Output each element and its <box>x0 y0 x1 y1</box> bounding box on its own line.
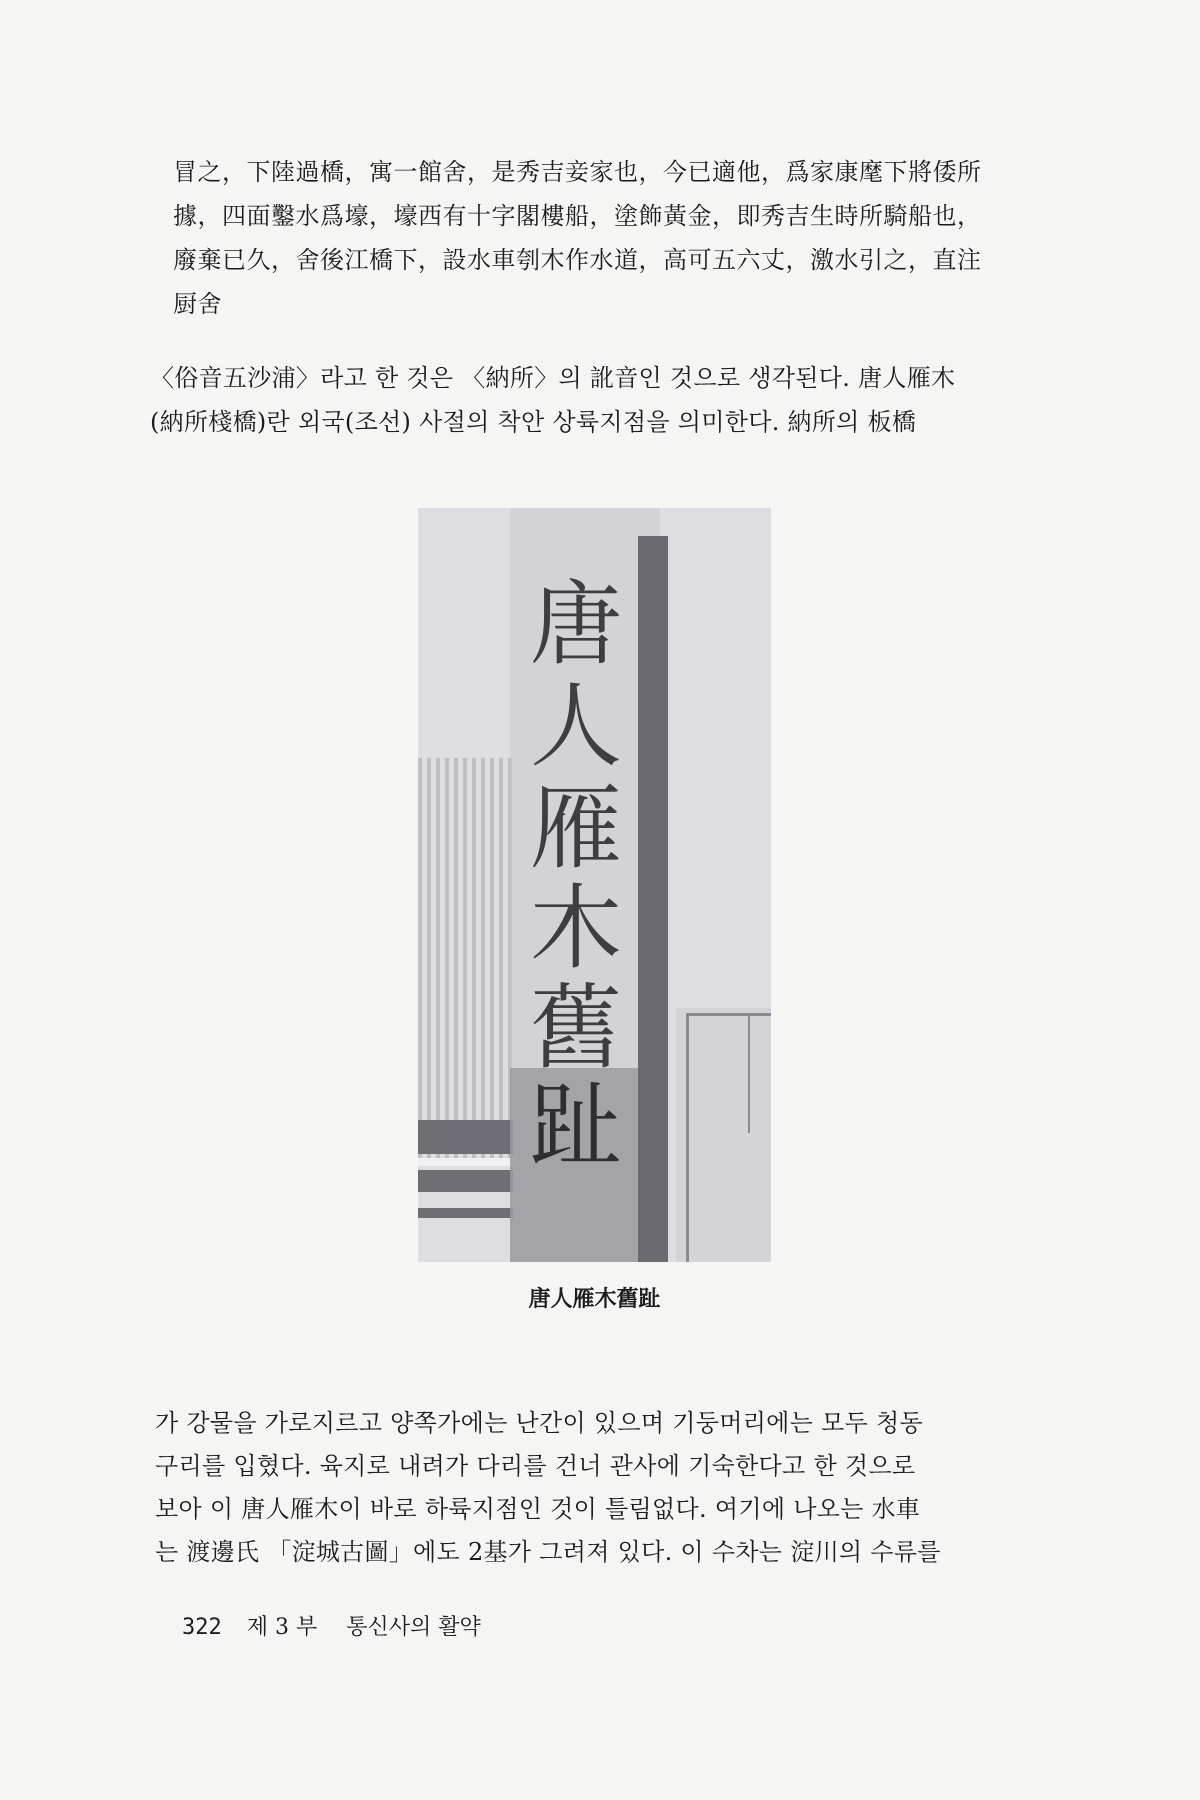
inscription-char: 雁 <box>529 775 623 882</box>
inscription-char: 唐 <box>529 571 623 678</box>
post-edge-shadow <box>638 536 668 1262</box>
paragraph-line: 보아 이 唐人雁木이 바로 하륙지점인 것이 틀림없다. 여기에 나오는 水車 <box>155 1495 921 1523</box>
stone-marker-illustration <box>418 508 771 1262</box>
stone-marker-photo <box>418 508 771 1262</box>
page-footer <box>182 1610 481 1641</box>
inscription-char: 人 <box>529 673 623 780</box>
ledge-bar <box>418 1208 513 1218</box>
paragraph-line: 가 강물을 가로지르고 양쪽가에는 난간이 있으며 기둥머리에는 모두 청동 <box>155 1409 923 1437</box>
paragraph-line: 는 渡邊氏 「淀城古圖」에도 2基가 그려져 있다. 이 수차는 淀川의 수류를 <box>155 1538 941 1566</box>
part-label: 제 3 부 <box>246 1615 318 1640</box>
quotation-line: 廢棄已久，舍後江橋下，設水車刳木作水道，高可五六丈，激水引之，直注 <box>173 246 982 274</box>
paragraph-line: 〈俗音五沙浦〉라고 한 것은 〈納所〉의 訛音인 것으로 생각된다. 唐人雁木 <box>150 364 956 392</box>
body-paragraph-bottom <box>155 1402 1095 1574</box>
quotation-line: 厨舍 <box>173 290 222 318</box>
classical-chinese-quotation <box>173 150 1073 326</box>
figure-caption: 唐人雁木舊趾 <box>528 1287 661 1312</box>
inscription-char: 舊 <box>529 975 623 1082</box>
inscription-char: 趾 <box>529 1073 623 1180</box>
paragraph-line: 구리를 입혔다. 육지로 내려가 다리를 건너 관사에 기숙한다고 한 것으로 <box>155 1452 916 1480</box>
paragraph-line: (納所棧橋)란 외국(조선) 사절의 착안 상륙지점을 의미한다. 納所의 板橋 <box>150 408 917 436</box>
wall-stripes <box>418 758 513 1158</box>
page-number: 322 <box>182 1615 222 1640</box>
quotation-line: 據，四面鑿水爲壕，壕西有十字閣樓船，塗飾黃金，即秀吉生時所騎船也， <box>173 202 982 230</box>
body-paragraph-top <box>150 356 1090 444</box>
ledge-bar <box>418 1120 513 1154</box>
inscription-char: 木 <box>529 875 623 982</box>
quotation-line: 冒之，下陸過橋，寓一館舍，是秀吉妾家也，今已適他，爲家康麾下將倭所 <box>173 158 982 186</box>
running-title: 통신사의 활약 <box>346 1615 481 1640</box>
ledge-bar <box>418 1170 513 1192</box>
